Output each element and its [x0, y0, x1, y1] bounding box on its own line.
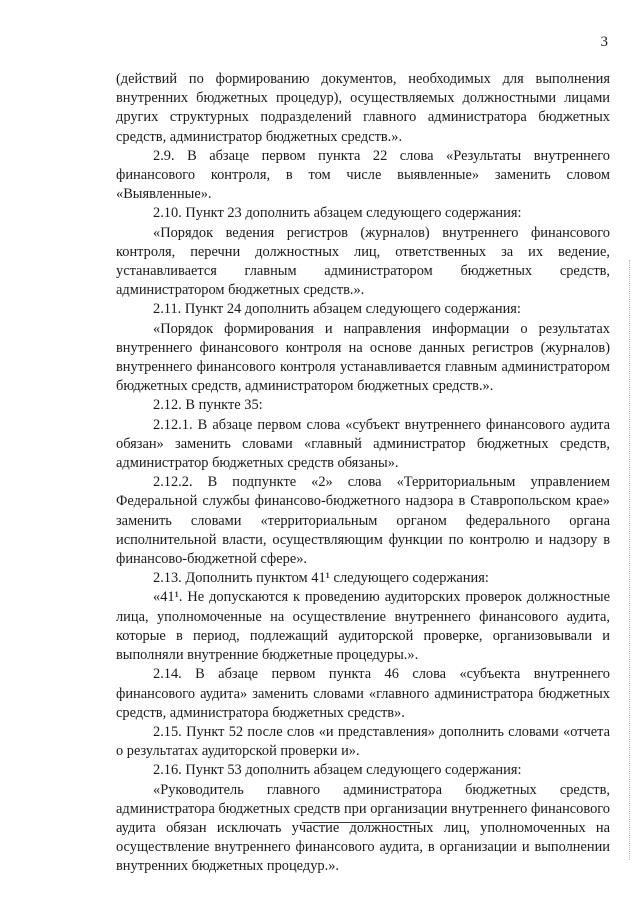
- paragraph: 2.14. В абзаце первом пункта 46 слова «субъекта внутреннего финансового аудита» заменить словами «главного администратора бюджетных средств, администратора бюджетных средств».: [116, 666, 610, 721]
- paragraph: 2.13. Дополнить пунктом 41¹ следующего содержания:: [153, 570, 489, 587]
- paragraph: 2.16. Пункт 53 дополнить абзацем следующего содержания:: [153, 762, 522, 779]
- end-separator-line: [302, 822, 420, 823]
- paragraph: 2.12.2. В подпункте «2» слова «Территориальным управлением Федеральной службы финансово-бюджетного надзора в Ставропольском крае» заменить словами «территориальным органом федерального органа исполнительной власти, осуществляющим функции по контролю и надзору в финансово-бюджетной сфере».: [116, 474, 610, 568]
- paragraph: 2.11. Пункт 24 дополнить абзацем следующего содержания:: [153, 301, 521, 318]
- paragraph: 2.12. В пункте 35:: [153, 397, 263, 414]
- paragraph: 2.12.1. В абзаце первом слова «субъект внутреннего финансового аудита обязан» заменить словами «главный администратор бюджетных средств, администратор бюджетных средств обязаны».: [116, 416, 610, 472]
- document-body: [116, 70, 610, 877]
- page-number: 3: [600, 34, 608, 50]
- paragraph: «Порядок формирования и направления информации о результатах внутреннего финансового контроля на основе данных регистров (журналов) внутреннего финансового контроля устанавливается главным администратором бюджетных средств, администратором бюджетных средств.».: [116, 320, 610, 395]
- paragraph: «Руководитель главного администратора бюджетных средств, администратора бюджетных средств при организации внутреннего финансового аудита обязан исключать участие должностных лиц, уполномоченных на осуществление внутреннего финансового аудита, в организации и выполнении внутренних бюджетных процедур.».: [116, 781, 610, 875]
- scan-edge-marks: [629, 260, 632, 860]
- paragraph: «41¹. Не допускаются к проведению аудиторских проверок должностные лица, уполномоченные на осуществление внутреннего финансового аудита, которые в период, подлежащий аудиторской проверке, организовывали и выполняли внутренние бюджетные процедуры.».: [116, 589, 610, 664]
- paragraph: 2.10. Пункт 23 дополнить абзацем следующего содержания:: [153, 205, 522, 222]
- paragraph: 2.9. В абзаце первом пункта 22 слова «Результаты внутреннего финансового контроля, в том числе выявленные» заменить словом «Выявленные».: [116, 147, 610, 203]
- paragraph: (действий по формированию документов, необходимых для выполнения внутренних бюджетных процедур), осуществляемых должностными лицами других структурных подразделений главного администратора бюджетных средств, администратор бюджетных средств.».: [116, 71, 610, 145]
- paragraph: 2.15. Пункт 52 после слов «и представления» дополнить словами «отчета о результатах аудиторской проверки и».: [116, 723, 610, 760]
- paragraph: «Порядок ведения регистров (журналов) внутреннего финансового контроля, перечни должностных лиц, ответственных за их ведение, устанавливается главным администратором бюджетных средств, администратором бюджетных средств.».: [116, 224, 610, 299]
